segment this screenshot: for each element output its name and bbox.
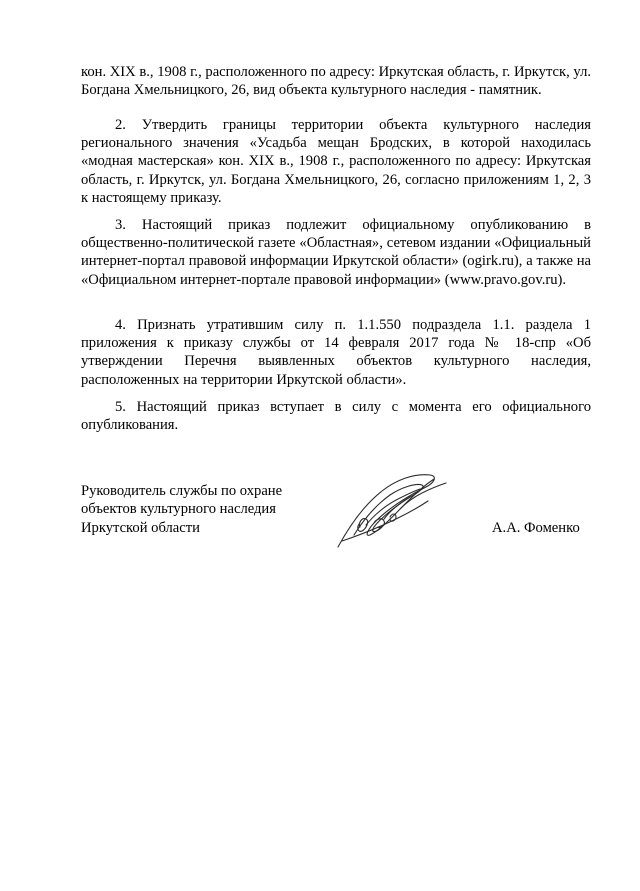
paragraph-continuation: кон. XIX в., 1908 г., расположенного по адресу: Иркутская область, г. Иркутск, ул. Богдана Хмельницкого, 26, вид объекта культурного наследия - памятник. — [81, 64, 591, 99]
paragraph-item-5: 5. Настоящий приказ вступает в силу с момента его официального опубликования. — [81, 399, 591, 434]
paragraph-item-2: 2. Утвердить границы территории объекта культурного наследия регионального значения «Усадьба мещан Бродских, в которой находилась «модная мастерская» кон. XIX в., 1908 г., расположенного по адресу: Иркутская область, г. Иркутск, ул. Богдана Хмельницкого, 26, согласно приложениям 1, 2, 3 к настоящему приказу. — [81, 117, 591, 206]
signatory-title — [81, 482, 282, 537]
signatory-title-line-2: объектов культурного наследия — [81, 501, 276, 518]
handwritten-signature-icon — [330, 465, 450, 555]
paragraph-item-4: 4. Признать утратившим силу п. 1.1.550 подраздела 1.1. раздела 1 приложения к приказу службы от 14 февраля 2017 года № 18-спр «Об утверждении Перечня выявленных объектов культурного наследия, расположенных на территории Иркутской области». — [81, 317, 591, 388]
paragraph-item-3: 3. Настоящий приказ подлежит официальному опубликованию в общественно-политической газете «Областная», сетевом издании «Официальный интернет-портал правовой информации Иркутской области» (ogirk.ru), а также на «Официальном интернет-портале правовой информации» (www.pravo.gov.ru). — [81, 217, 591, 288]
signatory-title-line-1: Руководитель службы по охране — [81, 483, 283, 499]
signatory-title-line-3: Иркутской области — [81, 519, 200, 536]
signatory-name: А.А. Фоменко — [492, 520, 580, 536]
